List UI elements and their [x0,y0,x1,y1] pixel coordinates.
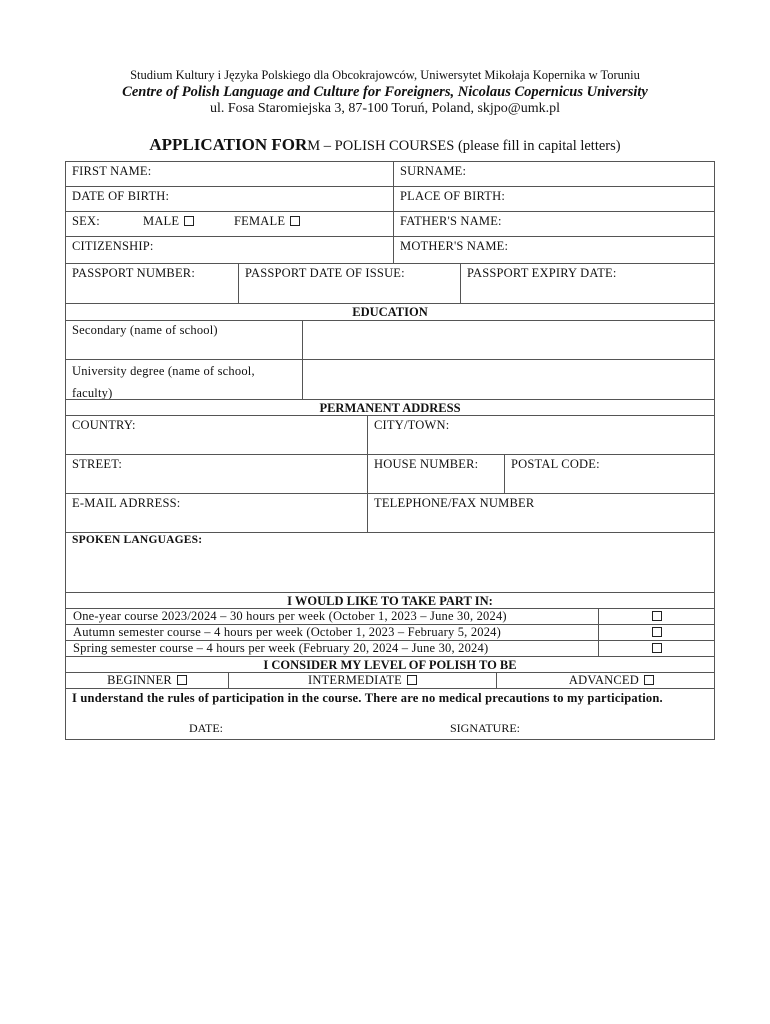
spoken-languages-label: SPOKEN LANGUAGES: [72,534,203,546]
row-secondary [66,321,714,360]
street-field[interactable] [66,455,367,493]
form-title-rest: M – POLISH COURSES (please fill in capital letters) [307,138,621,154]
mothers-name-field[interactable] [393,237,714,263]
university-label-text: University degree (name of school, faculty) [72,364,255,399]
signature-label: SIGNATURE: [450,721,521,735]
citizenship-field[interactable] [66,237,393,263]
beginner-label: BEGINNER [107,673,172,687]
advanced-checkbox-icon[interactable] [644,675,654,685]
place-of-birth-label: PLACE OF BIRTH: [400,189,506,203]
secondary-label [66,321,302,359]
course-option-cell[interactable] [598,609,714,624]
postal-code-label: POSTAL CODE: [511,457,600,471]
row-country [66,416,714,455]
autumn-course-checkbox-icon[interactable] [652,627,662,637]
fathers-name-field[interactable] [393,212,714,236]
surname-label: SURNAME: [400,164,467,178]
course-option-label: Spring semester course – 4 hours per week (February 20, 2024 – June 30, 2024) [73,641,489,655]
surname-field[interactable] [393,162,714,186]
passport-expiry-field[interactable] [460,264,714,303]
beginner-checkbox-icon[interactable] [177,675,187,685]
permanent-address-heading: PERMANENT ADDRESS [66,400,714,416]
level-heading: I CONSIDER MY LEVEL OF POLISH TO BE [66,657,714,673]
advanced-option[interactable] [496,673,714,688]
spring-course-checkbox-icon[interactable] [652,643,662,653]
secondary-label-text: Secondary (name of school) [72,323,218,337]
email-field[interactable] [66,494,367,532]
form-title-bold: APPLICATION FOR [149,135,308,154]
course-option-row [66,609,714,625]
male-option[interactable] [143,214,194,229]
row-languages [66,533,714,593]
mothers-name-label: MOTHER'S NAME: [400,239,509,253]
female-label: FEMALE [234,214,286,228]
city-field[interactable] [367,416,714,454]
row-names [66,162,714,187]
passport-expiry-label: PASSPORT EXPIRY DATE: [467,266,617,280]
education-heading: EDUCATION [66,304,714,321]
intermediate-checkbox-icon[interactable] [407,675,417,685]
row-sex [66,212,714,237]
row-level [66,673,714,689]
institution-address: ul. Fosa Staromiejska 3, 87-100 Toruń, Poland, skjpo@umk.pl [210,101,560,116]
university-field[interactable] [302,360,714,399]
first-name-label: FIRST NAME: [72,164,152,178]
house-number-field[interactable] [367,455,504,493]
passport-number-label: PASSPORT NUMBER: [72,266,195,280]
female-option[interactable] [234,214,300,229]
email-label: E-MAIL ADRRESS: [72,496,181,510]
row-passport [66,264,714,304]
place-of-birth-field[interactable] [393,187,714,211]
male-checkbox-icon[interactable] [184,216,194,226]
female-checkbox-icon[interactable] [290,216,300,226]
row-declaration [66,689,714,739]
application-form [65,161,715,740]
courses-heading: I WOULD LIKE TO TAKE PART IN: [66,593,714,609]
course-option-row [66,641,714,657]
one-year-course-checkbox-icon[interactable] [652,611,662,621]
country-label: COUNTRY: [72,418,136,432]
institution-name-polish: Studium Kultury i Języka Polskiego dla Obcokrajowców, Uniwersytet Mikołaja Kopernika w Toruniu [130,68,640,82]
institution-name-english: Centre of Polish Language and Culture for Foreigners, Nicolaus Copernicus University [122,84,648,100]
fathers-name-label: FATHER'S NAME: [400,214,502,228]
row-university [66,360,714,400]
secondary-school-field[interactable] [302,321,714,359]
house-number-label: HOUSE NUMBER: [374,457,479,471]
sex-label: SEX: [72,214,100,228]
row-email [66,494,714,533]
course-option-cell[interactable] [598,641,714,656]
date-label: DATE: [189,721,223,735]
country-field[interactable] [66,416,367,454]
citizenship-label: CITIZENSHIP: [72,239,154,253]
intermediate-label: INTERMEDIATE [307,673,403,687]
form-title [0,135,770,155]
male-label: MALE [143,214,180,228]
declaration-text: I understand the rules of participation in the course. There are no medical precautions to my participation. [72,691,663,705]
course-option-row [66,625,714,641]
telephone-field[interactable] [367,494,714,532]
row-birth [66,187,714,212]
passport-issue-field[interactable] [238,264,460,303]
city-label: CITY/TOWN: [374,418,450,432]
course-option-label: One-year course 2023/2024 – 30 hours per week (October 1, 2023 – June 30, 2024) [73,609,507,623]
row-citizenship [66,237,714,264]
street-label: STREET: [72,457,123,471]
passport-issue-label: PASSPORT DATE OF ISSUE: [245,266,405,280]
course-option-label: Autumn semester course – 4 hours per week (October 1, 2023 – February 5, 2024) [73,625,501,639]
beginner-option[interactable] [66,673,228,688]
passport-number-field[interactable] [66,264,238,303]
date-of-birth-label: DATE OF BIRTH: [72,189,170,203]
telephone-label: TELEPHONE/FAX NUMBER [374,496,535,510]
course-option-cell[interactable] [598,625,714,640]
advanced-label: ADVANCED [568,673,639,687]
sex-field [66,212,393,236]
row-street [66,455,714,494]
first-name-field[interactable] [66,162,393,186]
spoken-languages-field[interactable] [66,533,714,592]
postal-code-field[interactable] [504,455,714,493]
date-of-birth-field[interactable] [66,187,393,211]
university-label [66,360,302,399]
intermediate-option[interactable] [228,673,496,688]
